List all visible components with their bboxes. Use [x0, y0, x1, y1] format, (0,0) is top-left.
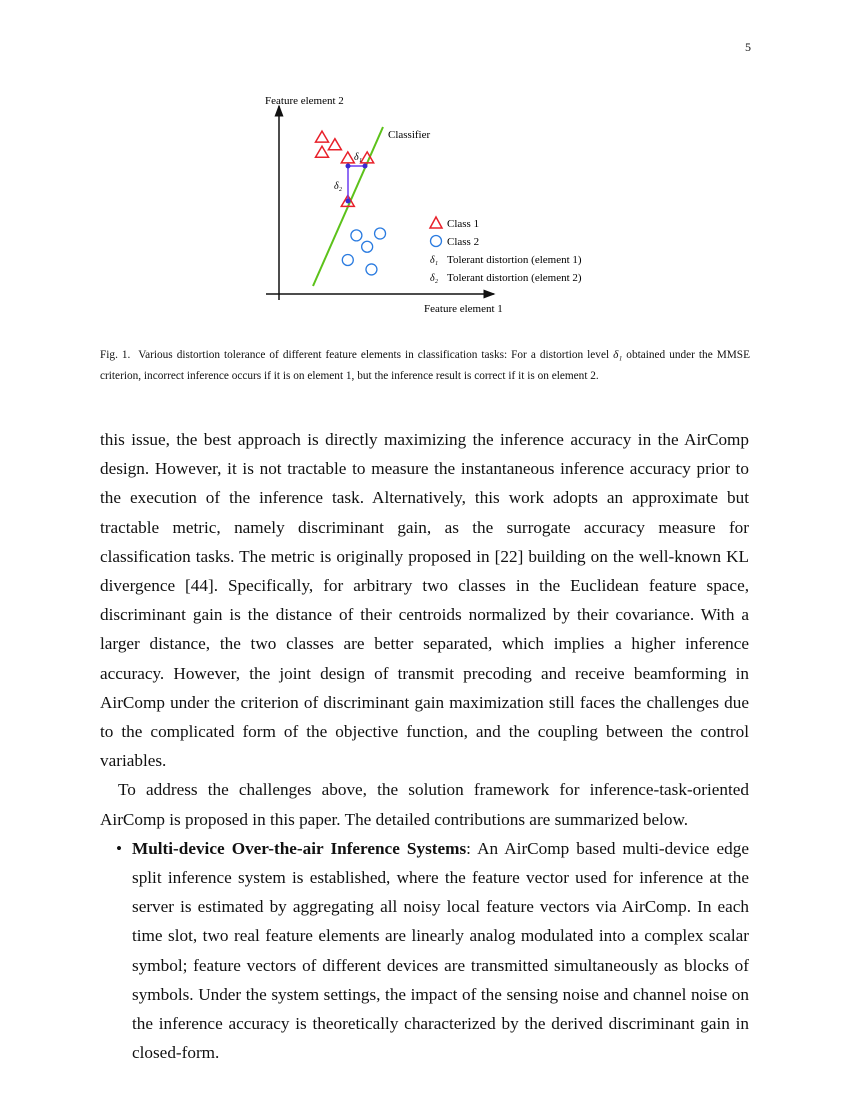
bullet-text: : An AirComp based multi-device edge split inference system is established, where the feature vector used for inference at the server is estimated by aggregating all noisy local feature vectors via AirComp. In each time slot, two real feature elements are linearly analog modulated into a complex scalar symbol; feature vectors of different devices are transmitted simultaneously as blocks of symbols. Under the system settings, the impact of the sensing noise and channel noise on the inference accuracy is theoretically characterized by the derived discriminant gain in closed-form. — [132, 838, 749, 1063]
legend — [430, 217, 582, 284]
delta2-end-point — [346, 199, 351, 204]
class1-point — [316, 131, 329, 142]
delta2-label: δ₂ — [334, 181, 343, 192]
legend-delta1-symbol: δ₁ — [430, 255, 439, 266]
delta1-label: δ₁ — [354, 152, 363, 163]
figure-1 — [0, 0, 850, 330]
legend-delta2-symbol: δ₂ — [430, 273, 439, 284]
x-axis-label: Feature element 1 — [424, 303, 503, 315]
class1-point — [328, 139, 341, 150]
figure-caption — [100, 345, 750, 387]
legend-class2: Class 2 — [447, 236, 480, 248]
legend-delta1: Tolerant distortion (element 1) — [447, 254, 582, 266]
bullet-item — [100, 834, 749, 1068]
class2-point — [366, 264, 377, 275]
bullet-title: Multi-device Over-the-air Inference Systems — [132, 838, 467, 858]
legend-delta2: Tolerant distortion (element 2) — [447, 272, 582, 284]
body-text — [100, 425, 749, 1067]
page-number: 5 — [745, 40, 751, 54]
legend-class1: Class 1 — [447, 218, 480, 230]
class2-point — [362, 241, 373, 252]
caption-delta: δ₁ — [613, 349, 623, 361]
caption-prefix: Fig. 1. — [100, 349, 131, 361]
delta1-end-point — [363, 164, 368, 169]
class1-point — [341, 152, 354, 163]
y-axis-label: Feature element 2 — [265, 95, 344, 107]
classifier-label: Classifier — [388, 129, 431, 141]
caption-text-a: Various distortion tolerance of different feature elements in classification tasks: For a distortion level — [138, 349, 614, 361]
class2-point — [351, 230, 362, 241]
paragraph: this issue, the best approach is directly maximizing the inference accuracy in the AirComp design. However, it is not tractable to measure the instantaneous inference accuracy prior to the execution of the inference task. Alternatively, this work adopts an approximate but tractable metric, namely discriminant gain, as the surrogate accuracy measure for classification tasks. The metric is originally proposed in [22] building on the well-known KL divergence [44]. Specifically, for arbitrary two classes in the Euclidean feature space, discriminant gain is the distance of their centroids normalized by their covariance. With a larger distance, the two classes are better separated, which implies a higher inference accuracy. However, the joint design of transmit precoding and receive beamforming in AirComp under the criterion of discriminant gain maximization still faces the challenges due to the complicated form of the objective function, and the coupling between the control variables. — [100, 430, 749, 771]
class2-point — [342, 254, 353, 265]
legend-circle-icon — [431, 236, 442, 247]
legend-triangle-icon — [430, 217, 442, 228]
class2-point — [375, 228, 386, 239]
bullet-icon: • — [116, 838, 123, 858]
paragraph: To address the challenges above, the solution framework for inference-task-oriented AirComp is proposed in this paper. The detailed contributions are summarized below. — [100, 780, 749, 829]
distortion-origin-point — [346, 164, 351, 169]
caption-text-b: obtained under the MMSE criterion, incorrect inference occurs if it is on element 1, but the inference result is correct if it is on element 2. — [100, 349, 750, 382]
class1-point — [316, 146, 329, 157]
